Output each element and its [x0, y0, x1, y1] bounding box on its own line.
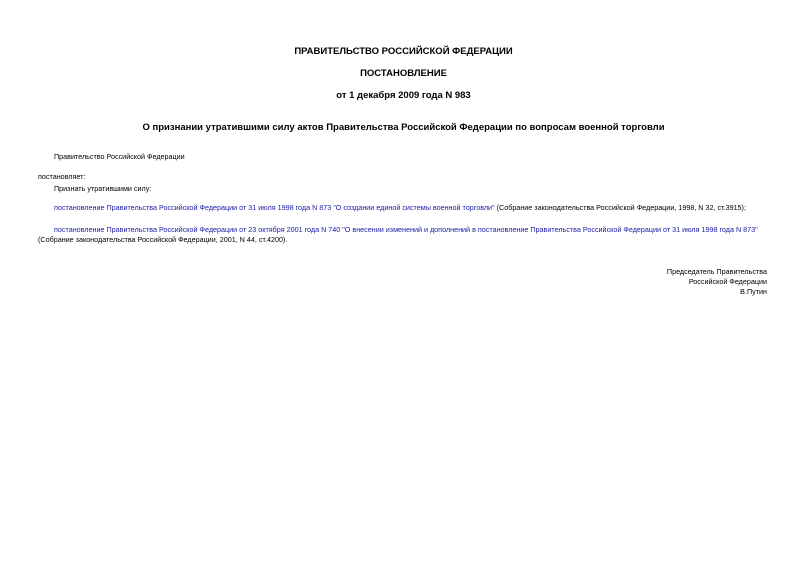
- signature-name: В.Путин: [740, 287, 767, 296]
- recognize-text: Признать утратившими силу:: [54, 184, 152, 193]
- resolves-text: постановляет:: [38, 172, 86, 181]
- act-link-2[interactable]: постановление Правительства Российской Федерации от 23 октября 2001 года N 740 "О внесении изменений и дополнений в постановление Правительства Российской Федерации от 31 июля 1998 года N 873": [54, 225, 758, 234]
- intro-text: Правительство Российской Федерации: [54, 152, 185, 161]
- act-source-2: (Собрание законодательства Российской Федерации, 2001, N 44, ст.4200).: [38, 235, 288, 244]
- document-title: О признании утратившими силу актов Правительства Российской Федерации по вопросам военной торговли: [142, 122, 665, 133]
- signature-position: Председатель Правительства: [666, 267, 767, 276]
- act-source-1: (Собрание законодательства Российской Федерации, 1998, N 32, ст.3915);: [494, 203, 746, 212]
- list-item: [54, 203, 746, 212]
- list-item: [54, 225, 758, 234]
- act-link-1[interactable]: постановление Правительства Российской Федерации от 31 июля 1998 года N 873 "О создании единой системы военной торговли": [54, 203, 495, 212]
- government-heading: ПРАВИТЕЛЬСТВО РОССИЙСКОЙ ФЕДЕРАЦИИ: [294, 46, 513, 57]
- document-kind: ПОСТАНОВЛЕНИЕ: [360, 68, 447, 79]
- document-date-number: от 1 декабря 2009 года N 983: [336, 90, 471, 101]
- signature-country: Российской Федерации: [688, 277, 767, 286]
